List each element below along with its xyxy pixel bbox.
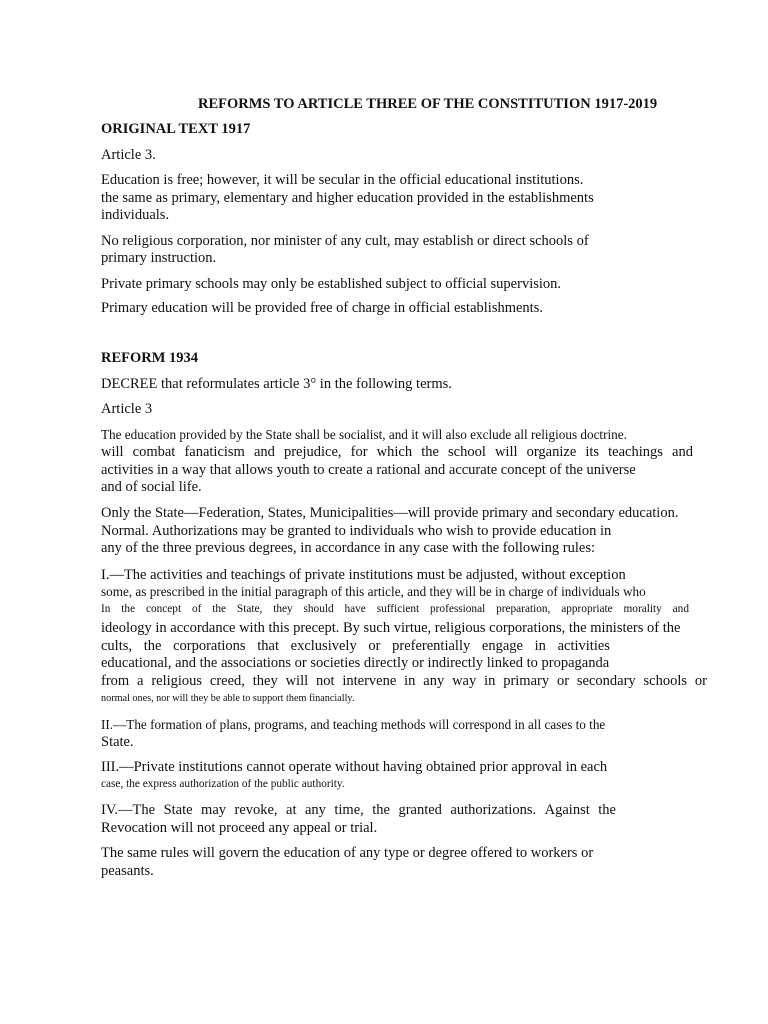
word: the <box>121 603 136 615</box>
text-line: The education provided by the State shall be socialist, and it will also exclude all religious doctrine. <box>101 427 627 442</box>
text-line: any of the three previous degrees, in accordance in any case with the following rules: <box>101 540 596 556</box>
text-line: II.—The formation of plans, programs, and teaching methods will correspond in all cases to the <box>101 717 606 732</box>
word: cults, <box>101 638 133 654</box>
text-line: Article 3 <box>101 401 153 417</box>
text-line: peasants. <box>101 863 154 879</box>
word: they <box>252 673 278 689</box>
word: concept <box>145 603 182 615</box>
word: the <box>143 638 162 654</box>
word: a <box>137 673 144 689</box>
word: Against <box>544 802 590 818</box>
text-line: I.—The activities and teachings of private institutions must be adjusted, without exception <box>101 567 626 583</box>
text-line: the same as primary, elementary and higher education provided in the establishments <box>101 190 594 206</box>
word: appropriate <box>561 603 613 615</box>
text-line: Revocation will not proceed any appeal or trial. <box>101 820 378 836</box>
word: the <box>372 802 390 818</box>
word: revoke, <box>234 802 278 818</box>
word: combat <box>132 444 176 460</box>
word: morality <box>623 603 662 615</box>
text-line: normal ones, nor will they be able to support them financially. <box>101 693 355 704</box>
word: that <box>257 638 279 654</box>
text-line: educational, and the associations or societies directly or indirectly linked to propaganda <box>101 655 610 671</box>
word: may <box>201 802 227 818</box>
text-line: Only the State—Federation, States, Municipalities—will provide primary and secondary education. <box>101 505 679 521</box>
word: corporations <box>173 638 246 654</box>
text-line: State. <box>101 734 134 750</box>
text-line: some, as prescribed in the initial paragraph of this article, and they will be in charge of individuals who <box>101 584 646 599</box>
text-line: ideology in accordance with this precept. By such virtue, religious corporations, the ministers of the <box>101 620 681 636</box>
word: will <box>285 673 309 689</box>
text-line: DECREE that reformulates article 3° in the following terms. <box>101 376 452 392</box>
text-line: Education is free; however, it will be secular in the official educational institutions. <box>101 172 584 188</box>
word: granted <box>398 802 442 818</box>
word: exclusively <box>290 638 357 654</box>
word: organize <box>526 444 577 460</box>
text-line: activities in a way that allows youth to create a rational and accurate concept of the universe <box>101 462 636 478</box>
justified-line <box>101 444 693 461</box>
word: in <box>484 673 496 689</box>
justified-line <box>101 673 707 690</box>
word: professional <box>430 603 486 615</box>
word: State <box>163 802 193 818</box>
text-line: and of social life. <box>101 479 202 495</box>
text-line: The same rules will govern the education of any type or degree offered to workers or <box>101 845 594 861</box>
word: State, <box>236 603 263 615</box>
text-line: III.—Private institutions cannot operate without having obtained prior approval in each <box>101 759 608 775</box>
word: its <box>585 444 600 460</box>
text-line: Primary education will be provided free of charge in official establishments. <box>101 300 543 316</box>
word: primary <box>503 673 550 689</box>
word: religious <box>151 673 203 689</box>
text-line: case, the express authorization of the public authority. <box>101 778 345 790</box>
word: creed, <box>209 673 245 689</box>
word: secondary <box>576 673 636 689</box>
word: sufficient <box>376 603 420 615</box>
word: and <box>672 444 693 460</box>
text-line: No religious corporation, nor minister of any cult, may establish or direct schools of <box>101 233 589 249</box>
word: in <box>534 638 546 654</box>
word: IV.—The <box>101 802 156 818</box>
word: or <box>368 638 381 654</box>
word: from <box>101 673 130 689</box>
word: school <box>448 444 486 460</box>
word: In <box>101 603 111 615</box>
original-text-heading: ORIGINAL TEXT 1917 <box>101 121 251 137</box>
justified-line <box>101 601 689 618</box>
word: and <box>672 603 689 615</box>
word: of <box>191 603 202 615</box>
word: the <box>421 444 439 460</box>
word: or <box>694 673 707 689</box>
word: preferentially <box>392 638 471 654</box>
word: and <box>253 444 275 460</box>
text-line: Article 3. <box>101 147 156 163</box>
word: schools <box>643 673 688 689</box>
text-line: primary instruction. <box>101 250 217 266</box>
word: or <box>556 673 570 689</box>
word: will <box>494 444 518 460</box>
justified-line <box>101 802 616 819</box>
document-title: REFORMS TO ARTICLE THREE OF THE CONSTITUTION 1917-2019 <box>198 96 658 112</box>
word: authorizations. <box>450 802 537 818</box>
word: any <box>304 802 326 818</box>
word: activities <box>557 638 610 654</box>
word: at <box>286 802 297 818</box>
word: for <box>350 444 368 460</box>
word: prejudice, <box>283 444 342 460</box>
word: teachings <box>608 444 663 460</box>
word: way <box>452 673 477 689</box>
word: fanaticism <box>184 444 245 460</box>
word: have <box>344 603 366 615</box>
text-line: Private primary schools may only be established subject to official supervision. <box>101 276 562 292</box>
word: which <box>376 444 413 460</box>
word: the <box>598 802 616 818</box>
word: intervene <box>342 673 397 689</box>
word: in <box>404 673 416 689</box>
word: they <box>273 603 293 615</box>
word: any <box>423 673 445 689</box>
word: not <box>315 673 335 689</box>
text-line: individuals. <box>101 207 170 223</box>
justified-line <box>101 638 610 655</box>
word: the <box>212 603 227 615</box>
word: time, <box>334 802 364 818</box>
word: preparation, <box>496 603 551 615</box>
text-line: Normal. Authorizations may be granted to individuals who wish to provide education in <box>101 523 612 539</box>
word: should <box>303 603 334 615</box>
word: will <box>101 444 124 460</box>
reform-1934-heading: REFORM 1934 <box>101 350 199 366</box>
word: engage <box>481 638 523 654</box>
